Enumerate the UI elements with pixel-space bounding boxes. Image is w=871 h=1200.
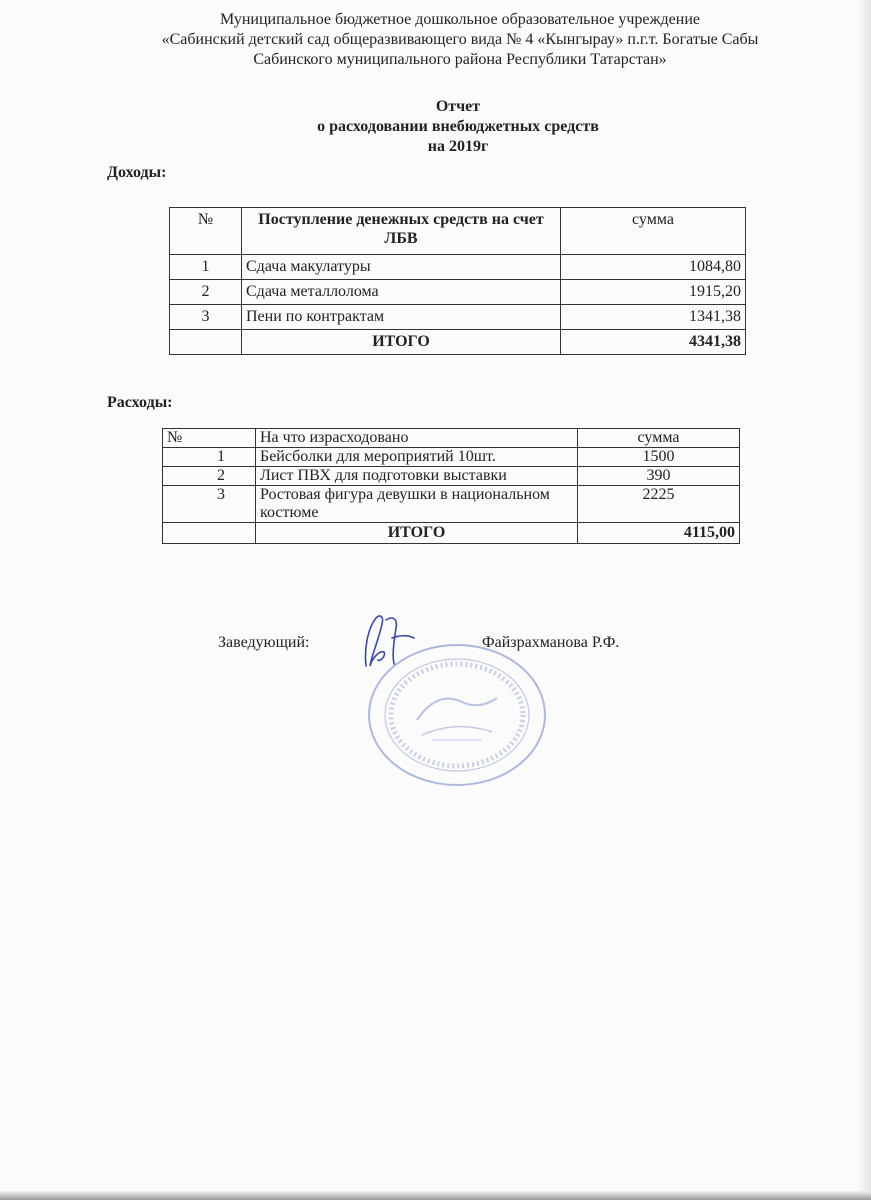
- header-line-3: Сабинского муниципального района Республики Татарстан»: [253, 51, 667, 68]
- row-no: 1: [163, 448, 256, 467]
- row-sum: 1341,38: [561, 305, 746, 330]
- row-sum: 2225: [578, 486, 740, 523]
- signature-role: Заведующий:: [218, 634, 310, 651]
- row-sum: 1915,20: [561, 280, 746, 305]
- expenses-label: Расходы:: [107, 394, 173, 411]
- table-row: [170, 280, 746, 305]
- row-no: 3: [163, 486, 256, 523]
- table-header-row: [163, 429, 740, 448]
- table-row: [163, 448, 740, 467]
- title-line-1: Отчет: [435, 98, 481, 115]
- row-no: 3: [170, 305, 242, 330]
- row-name: Ростовая фигура девушки в национальном костюме: [256, 486, 578, 523]
- title-line-3: на 2019г: [427, 138, 489, 155]
- signature-icon: [358, 608, 418, 678]
- row-sum: 1500: [578, 448, 740, 467]
- header-no: №: [163, 429, 256, 448]
- table-row: [170, 255, 746, 280]
- row-name: Сдача макулатуры: [242, 255, 561, 280]
- report-title: [258, 97, 658, 157]
- title-line-2: о расходовании внебюджетных средств: [317, 118, 599, 135]
- row-no: 2: [163, 467, 256, 486]
- total-empty-cell: [163, 523, 256, 544]
- row-name: Лист ПВХ для подготовки выставки: [256, 467, 578, 486]
- page-edge-shadow: [857, 0, 871, 1200]
- total-label: ИТОГО: [242, 330, 561, 355]
- header-sum: сумма: [578, 429, 740, 448]
- total-sum: 4115,00: [578, 523, 740, 544]
- table-row: [170, 305, 746, 330]
- signatory-name: Файзрахманова Р.Ф.: [482, 634, 620, 651]
- row-no: 2: [170, 280, 242, 305]
- row-sum: 390: [578, 467, 740, 486]
- organization-header: [60, 10, 860, 70]
- row-sum: 1084,80: [561, 255, 746, 280]
- header-line-2: «Сабинский детский сад общеразвивающего вида № 4 «Кынгырау» п.г.т. Богатые Сабы: [161, 31, 759, 48]
- row-name: Пени по контрактам: [242, 305, 561, 330]
- header-no: №: [170, 208, 242, 255]
- row-no: 1: [170, 255, 242, 280]
- income-table: [169, 207, 746, 355]
- header-name: Поступление денежных средств на счет ЛБВ: [242, 208, 561, 255]
- total-empty-cell: [170, 330, 242, 355]
- total-row: [170, 330, 746, 355]
- expenses-table: [162, 428, 740, 544]
- table-row: [163, 486, 740, 523]
- header-name: На что израсходовано: [256, 429, 578, 448]
- total-label: ИТОГО: [256, 523, 578, 544]
- header-sum: сумма: [561, 208, 746, 255]
- header-line-1: Муниципальное бюджетное дошкольное образовательное учреждение: [220, 11, 700, 28]
- total-sum: 4341,38: [561, 330, 746, 355]
- table-row: [163, 467, 740, 486]
- scan-bottom-edge: [0, 1191, 871, 1200]
- total-row: [163, 523, 740, 544]
- table-header-row: [170, 208, 746, 255]
- row-name: Сдача металлолома: [242, 280, 561, 305]
- income-label: Доходы:: [107, 164, 167, 181]
- row-name: Бейсболки для мероприятий 10шт.: [256, 448, 578, 467]
